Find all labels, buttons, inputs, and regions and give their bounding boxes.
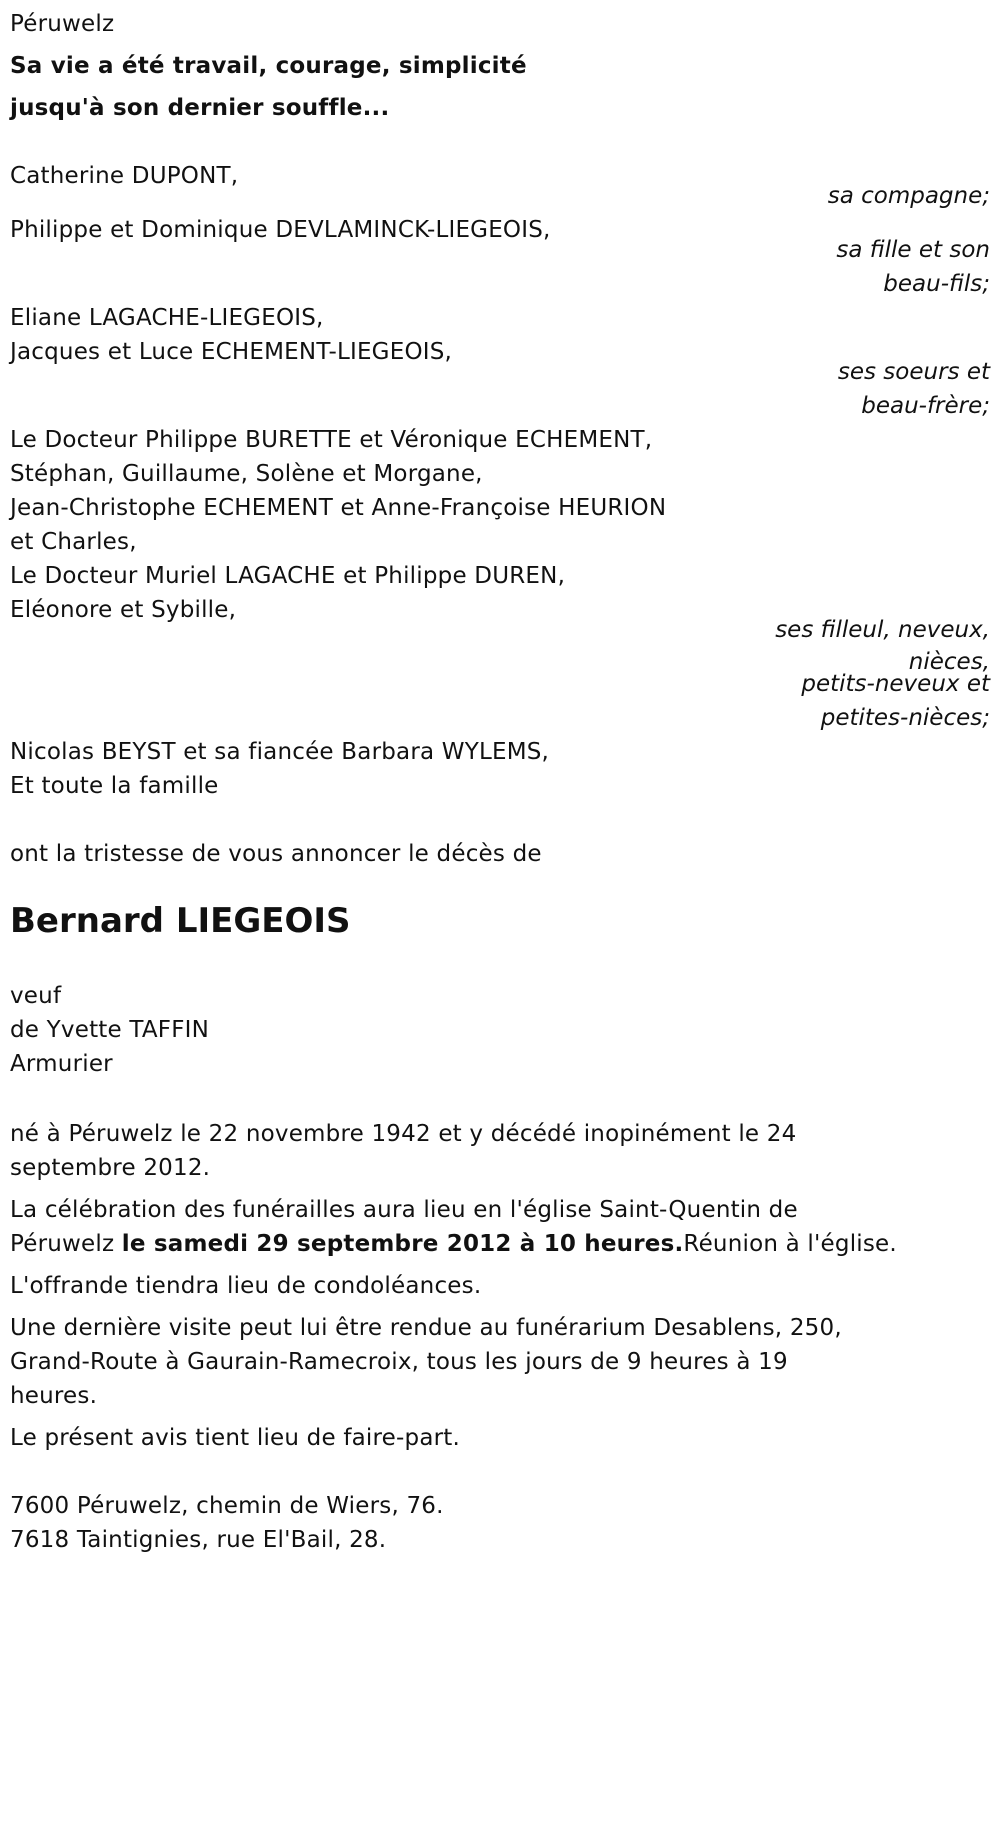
sisters-relation-line-1: ses soeurs et bbox=[837, 359, 990, 385]
funeral-place-text: Péruwelz bbox=[10, 1231, 122, 1257]
nephews-line-2: Stéphan, Guillaume, Solène et Morgane, bbox=[10, 461, 483, 487]
obituary-notice bbox=[10, 0, 990, 1841]
birth-death-line-1: né à Péruwelz le 22 novembre 1942 et y décédé inopinément le 24 bbox=[10, 1121, 797, 1147]
status-line-1: veuf bbox=[10, 983, 62, 1009]
status-line-2: de Yvette TAFFIN bbox=[10, 1017, 210, 1043]
partner-name: Catherine DUPONT, bbox=[10, 163, 239, 189]
nephews-relation-line-4: petites-nièces; bbox=[820, 705, 990, 731]
motto-line-1: Sa vie a été travail, courage, simplicité bbox=[10, 53, 527, 79]
nephews-relation-line-1: ses filleul, neveux, bbox=[775, 617, 990, 643]
place-heading: Péruwelz bbox=[10, 11, 115, 37]
others-line-2: Et toute la famille bbox=[10, 773, 219, 799]
nephews-relation-line-2: nièces, bbox=[908, 649, 990, 675]
sisters-line-1: Eliane LAGACHE-LIEGEOIS, bbox=[10, 305, 324, 331]
notice-text: Le présent avis tient lieu de faire-part. bbox=[10, 1425, 461, 1451]
address-1: 7600 Péruwelz, chemin de Wiers, 76. bbox=[10, 1493, 444, 1519]
sisters-line-2: Jacques et Luce ECHEMENT-LIEGEOIS, bbox=[10, 339, 453, 365]
nephews-relation-line-3: petits-neveux et bbox=[801, 671, 990, 697]
nephews-line-3: Jean-Christophe ECHEMENT et Anne-Françoise HEURION bbox=[10, 495, 667, 521]
funeral-line-1: La célébration des funérailles aura lieu en l'église Saint-Quentin de bbox=[10, 1197, 798, 1223]
birth-death-line-2: septembre 2012. bbox=[10, 1155, 211, 1181]
offering-text: L'offrande tiendra lieu de condoléances. bbox=[10, 1273, 482, 1299]
funeral-meeting-text: Réunion à l'église. bbox=[683, 1231, 897, 1257]
nephews-line-4: et Charles, bbox=[10, 529, 137, 555]
visit-line-1: Une dernière visite peut lui être rendue au funérarium Desablens, 250, bbox=[10, 1315, 842, 1341]
funeral-line-2 bbox=[10, 1224, 897, 1264]
daughter-names: Philippe et Dominique DEVLAMINCK-LIEGEOIS, bbox=[10, 217, 551, 243]
sisters-relation-line-2: beau-frère; bbox=[861, 393, 990, 419]
visit-line-3: heures. bbox=[10, 1383, 98, 1409]
nephews-line-6: Eléonore et Sybille, bbox=[10, 597, 237, 623]
nephews-line-5: Le Docteur Muriel LAGACHE et Philippe DUREN, bbox=[10, 563, 566, 589]
daughter-relation-line-1: sa fille et son bbox=[836, 237, 990, 263]
deceased-name: Bernard LIEGEOIS bbox=[10, 901, 351, 941]
nephews-line-1: Le Docteur Philippe BURETTE et Véronique ECHEMENT, bbox=[10, 427, 653, 453]
address-2: 7618 Taintignies, rue El'Bail, 28. bbox=[10, 1527, 387, 1553]
profession: Armurier bbox=[10, 1051, 113, 1077]
funeral-date-text: le samedi 29 septembre 2012 à 10 heures. bbox=[121, 1231, 684, 1257]
announcement-intro: ont la tristesse de vous annoncer le décès de bbox=[10, 841, 542, 867]
visit-line-2: Grand-Route à Gaurain-Ramecroix, tous les jours de 9 heures à 19 bbox=[10, 1349, 788, 1375]
others-line-1: Nicolas BEYST et sa fiancée Barbara WYLEMS, bbox=[10, 739, 550, 765]
daughter-relation-line-2: beau-fils; bbox=[883, 271, 990, 297]
motto-line-2: jusqu'à son dernier souffle... bbox=[10, 95, 390, 121]
partner-relation: sa compagne; bbox=[827, 183, 990, 209]
